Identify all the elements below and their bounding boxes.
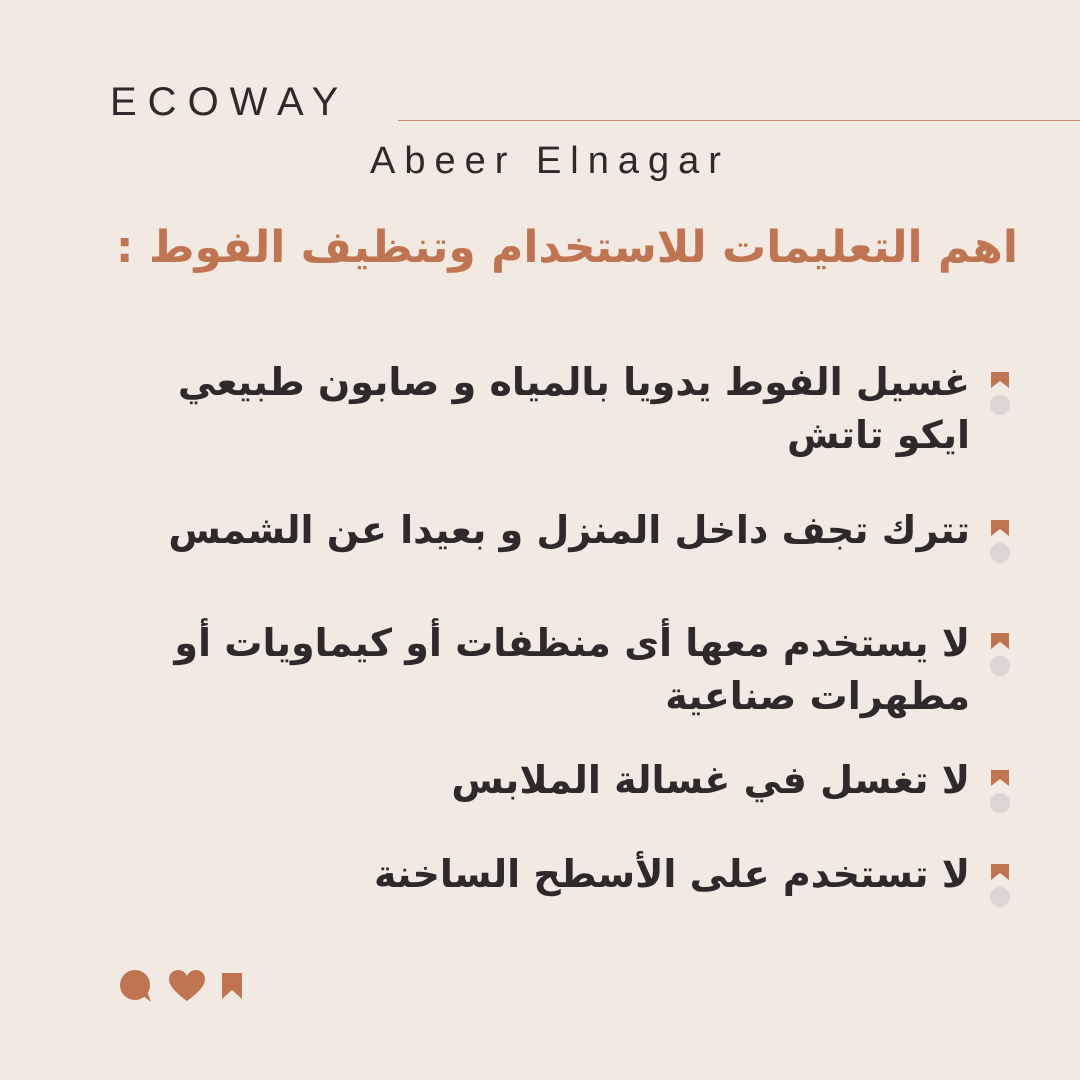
headline: اهم التعليمات للاستخدام وتنظيف الفوط : bbox=[115, 222, 1018, 273]
brand-name: ECOWAY bbox=[110, 80, 350, 124]
list-item bbox=[82, 356, 1012, 504]
header-divider bbox=[398, 120, 1080, 121]
list-item-line: لا تغسل في غسالة الملابس bbox=[451, 758, 970, 802]
instruction-list bbox=[82, 356, 1012, 928]
author-name: Abeer Elnagar bbox=[370, 140, 730, 182]
bullet-icon bbox=[988, 862, 1012, 908]
bullet-icon bbox=[988, 518, 1012, 564]
list-item-line: مطهرات صناعية bbox=[665, 674, 970, 719]
list-item bbox=[82, 848, 1012, 928]
list-item-line: لا يستخدم معها أى منظفات أو كيماويات أو bbox=[174, 621, 970, 665]
bullet-icon bbox=[988, 768, 1012, 814]
bullet-icon bbox=[988, 370, 1012, 416]
bullet-icon bbox=[988, 631, 1012, 677]
bookmark-icon[interactable] bbox=[220, 971, 244, 1005]
list-item bbox=[82, 754, 1012, 848]
heart-icon[interactable] bbox=[168, 969, 206, 1007]
list-item bbox=[82, 617, 1012, 754]
list-item-line: غسيل الفوط يدويا بالمياه و صابون طبيعي bbox=[177, 360, 970, 404]
list-item-line: ايكو تاتش bbox=[787, 413, 970, 458]
list-item bbox=[82, 504, 1012, 617]
comment-icon[interactable] bbox=[118, 968, 154, 1008]
list-item-line: تترك تجف داخل المنزل و بعيدا عن الشمس bbox=[168, 508, 970, 552]
list-item-line: لا تستخدم على الأسطح الساخنة bbox=[373, 852, 970, 896]
footer-actions bbox=[118, 968, 244, 1008]
